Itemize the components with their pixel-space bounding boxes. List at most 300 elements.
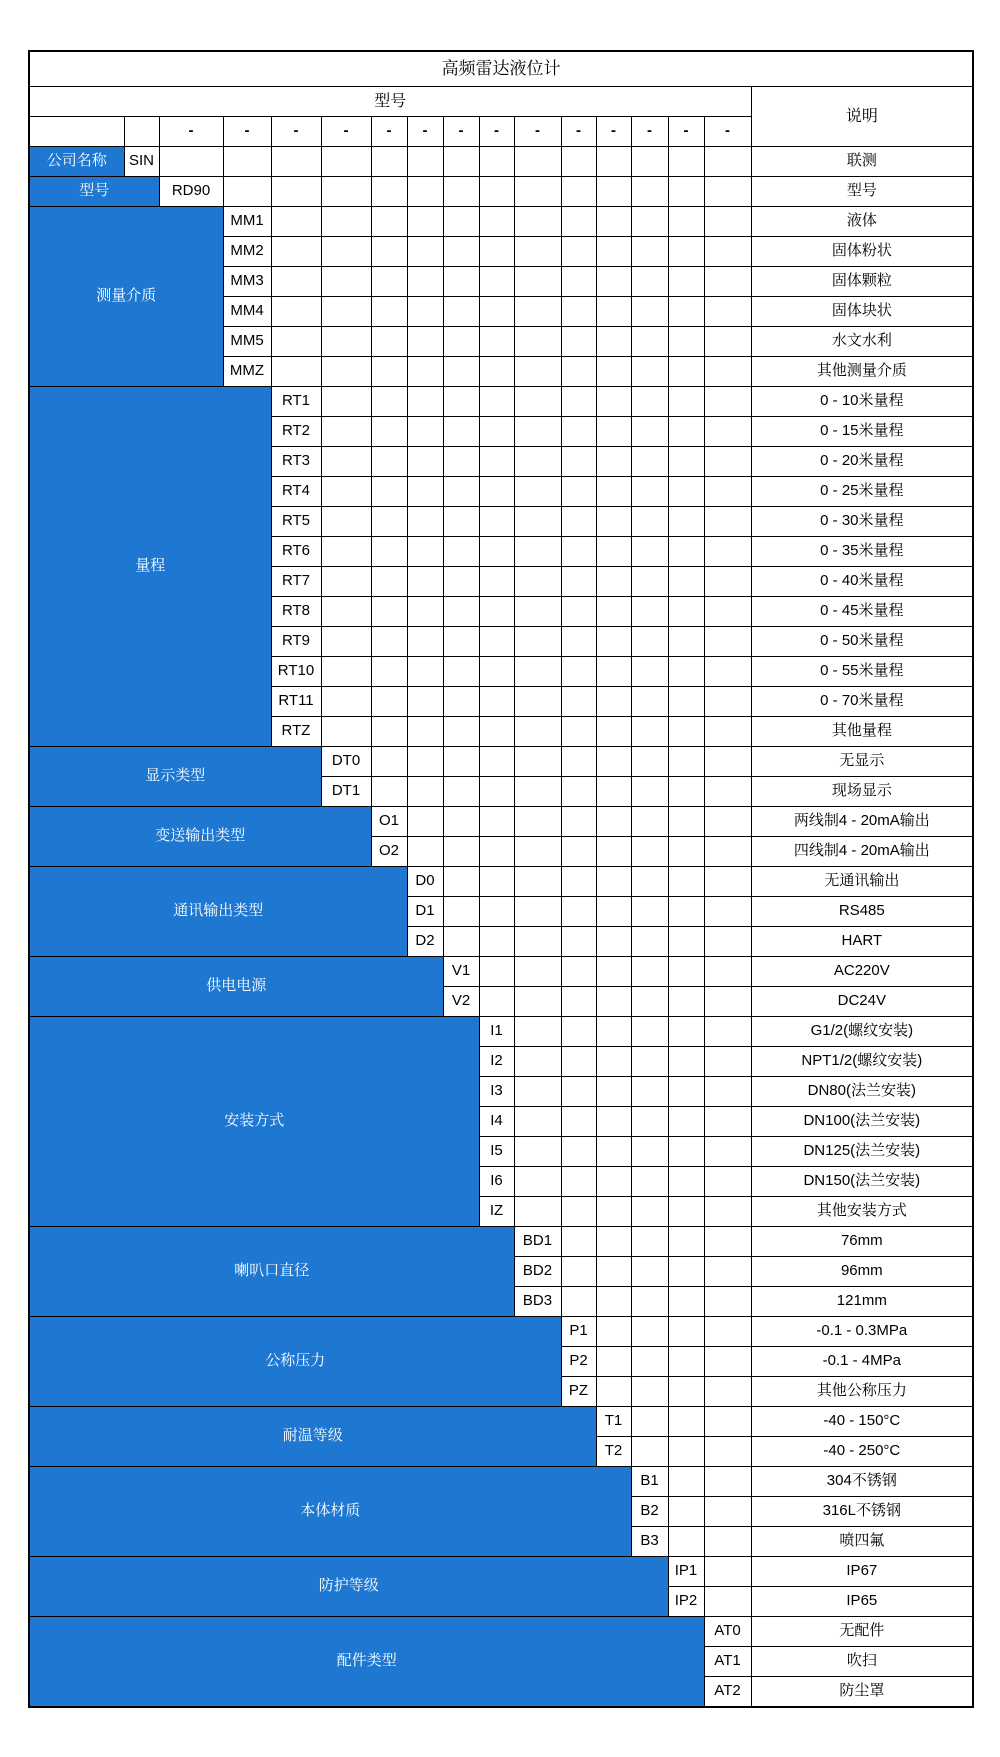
grid-cell xyxy=(479,717,514,747)
table-row xyxy=(29,147,973,177)
grid-cell xyxy=(514,507,561,537)
option-code: O1 xyxy=(371,807,407,837)
grid-cell xyxy=(371,447,407,477)
grid-cell xyxy=(704,867,751,897)
grid-cell xyxy=(668,417,704,447)
grid-cell xyxy=(479,477,514,507)
grid-cell xyxy=(631,327,668,357)
grid-cell xyxy=(443,897,479,927)
option-code: RT8 xyxy=(271,597,321,627)
grid-cell xyxy=(704,1347,751,1377)
option-code: RT6 xyxy=(271,537,321,567)
option-code: SIN xyxy=(124,147,159,177)
grid-cell xyxy=(631,1017,668,1047)
option-description: 无配件 xyxy=(751,1617,973,1647)
grid-cell xyxy=(561,267,596,297)
grid-cell xyxy=(321,267,371,297)
grid-cell xyxy=(321,447,371,477)
grid-cell xyxy=(704,687,751,717)
option-description: DN150(法兰安装) xyxy=(751,1167,973,1197)
option-code: RT3 xyxy=(271,447,321,477)
grid-cell xyxy=(561,927,596,957)
option-code: MMZ xyxy=(223,357,271,387)
grid-cell xyxy=(631,537,668,567)
grid-cell xyxy=(704,387,751,417)
grid-cell xyxy=(704,357,751,387)
grid-cell xyxy=(631,657,668,687)
grid-cell xyxy=(561,777,596,807)
separator-dash: - xyxy=(321,117,371,147)
grid-cell xyxy=(321,627,371,657)
table-row xyxy=(29,1017,973,1047)
option-description: 0 - 40米量程 xyxy=(751,567,973,597)
grid-cell xyxy=(704,1497,751,1527)
grid-cell xyxy=(561,687,596,717)
grid-cell xyxy=(443,867,479,897)
option-code: AT1 xyxy=(704,1647,751,1677)
grid-cell xyxy=(561,837,596,867)
grid-cell xyxy=(704,1287,751,1317)
grid-cell xyxy=(668,537,704,567)
separator-dash: - xyxy=(561,117,596,147)
option-code: IP2 xyxy=(668,1587,704,1617)
option-code: RT11 xyxy=(271,687,321,717)
grid-cell xyxy=(514,1077,561,1107)
grid-cell xyxy=(321,237,371,267)
grid-cell xyxy=(704,1407,751,1437)
option-code: RD90 xyxy=(159,177,223,207)
grid-cell xyxy=(407,687,443,717)
grid-cell xyxy=(479,357,514,387)
grid-cell xyxy=(596,327,631,357)
grid-cell xyxy=(479,237,514,267)
option-description: 121mm xyxy=(751,1287,973,1317)
grid-cell xyxy=(561,867,596,897)
grid-cell xyxy=(668,1287,704,1317)
separator-dash: - xyxy=(271,117,321,147)
option-code: PZ xyxy=(561,1377,596,1407)
grid-cell xyxy=(631,387,668,417)
grid-cell xyxy=(631,1257,668,1287)
grid-cell xyxy=(561,897,596,927)
option-code: T2 xyxy=(596,1437,631,1467)
grid-cell xyxy=(407,417,443,447)
grid-cell xyxy=(514,597,561,627)
grid-cell xyxy=(479,327,514,357)
grid-cell xyxy=(596,807,631,837)
grid-cell xyxy=(321,507,371,537)
option-description: 液体 xyxy=(751,207,973,237)
category-label: 防护等级 xyxy=(29,1557,668,1617)
grid-cell xyxy=(668,1227,704,1257)
grid-cell xyxy=(321,717,371,747)
option-description: IP67 xyxy=(751,1557,973,1587)
option-code: I2 xyxy=(479,1047,514,1077)
grid-cell xyxy=(631,1167,668,1197)
option-code: AT2 xyxy=(704,1677,751,1708)
grid-cell xyxy=(479,807,514,837)
option-code: D2 xyxy=(407,927,443,957)
option-description: 96mm xyxy=(751,1257,973,1287)
option-description: 型号 xyxy=(751,177,973,207)
grid-cell xyxy=(443,387,479,417)
grid-cell xyxy=(668,1407,704,1437)
grid-cell xyxy=(271,327,321,357)
grid-cell xyxy=(704,1377,751,1407)
grid-cell xyxy=(561,1047,596,1077)
grid-cell xyxy=(668,927,704,957)
grid-cell xyxy=(371,147,407,177)
separator-dash: - xyxy=(407,117,443,147)
option-code: IZ xyxy=(479,1197,514,1227)
option-description: DN80(法兰安装) xyxy=(751,1077,973,1107)
table-row xyxy=(29,867,973,897)
grid-cell xyxy=(596,447,631,477)
grid-cell xyxy=(514,207,561,237)
grid-cell xyxy=(443,807,479,837)
grid-cell xyxy=(371,387,407,417)
grid-cell xyxy=(407,387,443,417)
table-row xyxy=(29,387,973,417)
grid-cell xyxy=(479,447,514,477)
grid-cell xyxy=(704,627,751,657)
grid-cell xyxy=(271,237,321,267)
grid-cell xyxy=(514,327,561,357)
table-row xyxy=(29,177,973,207)
option-code: RT7 xyxy=(271,567,321,597)
grid-cell xyxy=(668,567,704,597)
category-label: 测量介质 xyxy=(29,207,223,387)
grid-cell xyxy=(561,147,596,177)
grid-cell xyxy=(514,1107,561,1137)
grid-cell xyxy=(407,267,443,297)
grid-cell xyxy=(561,627,596,657)
grid-cell xyxy=(407,837,443,867)
grid-cell xyxy=(443,297,479,327)
title-row xyxy=(29,51,973,87)
grid-cell xyxy=(321,567,371,597)
separator-dash: - xyxy=(371,117,407,147)
grid-cell xyxy=(596,1227,631,1257)
grid-cell xyxy=(514,927,561,957)
category-label: 通讯输出类型 xyxy=(29,867,407,957)
option-description: DN125(法兰安装) xyxy=(751,1137,973,1167)
grid-cell xyxy=(704,1467,751,1497)
grid-cell xyxy=(631,717,668,747)
grid-cell xyxy=(479,657,514,687)
grid-cell xyxy=(631,237,668,267)
grid-cell xyxy=(443,417,479,447)
grid-cell xyxy=(321,207,371,237)
grid-cell xyxy=(668,1197,704,1227)
grid-cell xyxy=(479,597,514,627)
grid-cell xyxy=(561,207,596,237)
grid-cell xyxy=(704,447,751,477)
grid-cell xyxy=(561,1257,596,1287)
grid-cell xyxy=(704,747,751,777)
grid-cell xyxy=(704,327,751,357)
grid-cell xyxy=(479,987,514,1017)
grid-cell xyxy=(321,297,371,327)
grid-cell xyxy=(321,687,371,717)
grid-cell xyxy=(704,1227,751,1257)
grid-cell xyxy=(479,537,514,567)
grid-cell xyxy=(321,537,371,567)
grid-cell xyxy=(561,1197,596,1227)
table-row xyxy=(29,207,973,237)
grid-cell xyxy=(223,147,271,177)
grid-cell xyxy=(371,717,407,747)
grid-cell xyxy=(561,507,596,537)
grid-cell xyxy=(514,747,561,777)
table-row xyxy=(29,1317,973,1347)
grid-cell xyxy=(704,297,751,327)
grid-cell xyxy=(479,777,514,807)
grid-cell xyxy=(321,417,371,447)
grid-cell xyxy=(668,177,704,207)
grid-cell xyxy=(668,627,704,657)
grid-cell xyxy=(561,1077,596,1107)
option-code: DT1 xyxy=(321,777,371,807)
grid-cell xyxy=(561,357,596,387)
grid-cell xyxy=(596,177,631,207)
grid-cell xyxy=(514,867,561,897)
grid-cell xyxy=(668,267,704,297)
grid-cell xyxy=(561,747,596,777)
category-label: 显示类型 xyxy=(29,747,321,807)
grid-cell xyxy=(596,1287,631,1317)
grid-cell xyxy=(407,237,443,267)
option-description: -40 - 150°C xyxy=(751,1407,973,1437)
option-description: 0 - 50米量程 xyxy=(751,627,973,657)
grid-cell xyxy=(668,1377,704,1407)
table-row xyxy=(29,1467,973,1497)
grid-cell xyxy=(321,327,371,357)
grid-cell xyxy=(704,207,751,237)
grid-cell xyxy=(596,477,631,507)
grid-cell xyxy=(407,177,443,207)
grid-cell xyxy=(407,597,443,627)
grid-cell xyxy=(668,957,704,987)
model-number-header: 型号 xyxy=(29,87,751,117)
grid-cell xyxy=(668,1047,704,1077)
grid-cell xyxy=(271,147,321,177)
option-code: P1 xyxy=(561,1317,596,1347)
grid-cell xyxy=(668,777,704,807)
grid-cell xyxy=(514,477,561,507)
grid-cell xyxy=(371,327,407,357)
option-code: MM3 xyxy=(223,267,271,297)
grid-cell xyxy=(321,597,371,627)
grid-cell xyxy=(631,1077,668,1107)
grid-cell xyxy=(479,267,514,297)
grid-cell xyxy=(514,537,561,567)
grid-cell xyxy=(668,1107,704,1137)
grid-cell xyxy=(443,147,479,177)
grid-cell xyxy=(443,507,479,537)
grid-cell xyxy=(407,477,443,507)
grid-cell xyxy=(668,147,704,177)
option-description: 76mm xyxy=(751,1227,973,1257)
grid-cell xyxy=(596,867,631,897)
grid-cell xyxy=(704,1557,751,1587)
grid-cell xyxy=(704,177,751,207)
grid-cell xyxy=(704,1317,751,1347)
grid-cell xyxy=(407,777,443,807)
option-description: 两线制4 - 20mA输出 xyxy=(751,807,973,837)
grid-cell xyxy=(596,1017,631,1047)
grid-cell xyxy=(596,387,631,417)
grid-cell xyxy=(704,1017,751,1047)
grid-cell xyxy=(561,537,596,567)
grid-cell xyxy=(631,1107,668,1137)
grid-cell xyxy=(159,147,223,177)
grid-cell xyxy=(596,507,631,537)
option-description: 0 - 10米量程 xyxy=(751,387,973,417)
grid-cell xyxy=(514,177,561,207)
category-label: 安装方式 xyxy=(29,1017,479,1227)
grid-cell xyxy=(321,387,371,417)
grid-cell xyxy=(668,897,704,927)
table-row xyxy=(29,1407,973,1437)
category-label: 公称压力 xyxy=(29,1317,561,1407)
grid-cell xyxy=(631,1137,668,1167)
grid-cell xyxy=(704,1197,751,1227)
grid-cell xyxy=(668,1077,704,1107)
grid-cell xyxy=(514,657,561,687)
grid-cell xyxy=(596,1047,631,1077)
grid-cell xyxy=(561,987,596,1017)
grid-cell xyxy=(704,1107,751,1137)
grid-cell xyxy=(514,357,561,387)
grid-cell xyxy=(321,177,371,207)
grid-cell xyxy=(704,537,751,567)
grid-cell xyxy=(596,1137,631,1167)
grid-cell xyxy=(704,1257,751,1287)
table-row xyxy=(29,1617,973,1647)
grid-cell xyxy=(514,147,561,177)
grid-cell xyxy=(479,897,514,927)
grid-cell xyxy=(479,627,514,657)
grid-cell xyxy=(371,597,407,627)
grid-cell xyxy=(704,807,751,837)
grid-cell xyxy=(371,357,407,387)
grid-cell xyxy=(668,1527,704,1557)
grid-cell xyxy=(479,387,514,417)
separator-dash: - xyxy=(704,117,751,147)
grid-cell xyxy=(271,357,321,387)
grid-cell xyxy=(443,327,479,357)
grid-cell xyxy=(596,1347,631,1377)
grid-cell xyxy=(443,657,479,687)
grid-cell xyxy=(631,837,668,867)
grid-cell xyxy=(668,1497,704,1527)
grid-cell xyxy=(514,1017,561,1047)
grid-cell xyxy=(704,897,751,927)
grid-cell xyxy=(668,237,704,267)
option-code: I4 xyxy=(479,1107,514,1137)
option-description: 其他公称压力 xyxy=(751,1377,973,1407)
option-description: 其他安装方式 xyxy=(751,1197,973,1227)
grid-cell xyxy=(407,807,443,837)
grid-cell xyxy=(479,687,514,717)
grid-cell xyxy=(371,567,407,597)
grid-cell xyxy=(596,987,631,1017)
option-description: NPT1/2(螺纹安装) xyxy=(751,1047,973,1077)
grid-cell xyxy=(561,1227,596,1257)
grid-cell xyxy=(514,957,561,987)
grid-cell xyxy=(704,777,751,807)
separator-dash: - xyxy=(223,117,271,147)
option-description: 固体颗粒 xyxy=(751,267,973,297)
grid-cell xyxy=(561,567,596,597)
grid-cell xyxy=(407,447,443,477)
option-code: B2 xyxy=(631,1497,668,1527)
option-description: 喷四氟 xyxy=(751,1527,973,1557)
category-label: 型号 xyxy=(29,177,159,207)
option-code: BD3 xyxy=(514,1287,561,1317)
grid-cell xyxy=(631,777,668,807)
grid-cell xyxy=(631,417,668,447)
grid-cell xyxy=(514,387,561,417)
grid-cell xyxy=(443,747,479,777)
table-row xyxy=(29,747,973,777)
grid-cell xyxy=(514,567,561,597)
grid-cell xyxy=(271,267,321,297)
grid-cell xyxy=(704,957,751,987)
grid-cell xyxy=(668,1467,704,1497)
grid-cell xyxy=(271,297,321,327)
grid-cell xyxy=(371,537,407,567)
grid-cell xyxy=(668,867,704,897)
option-description: -0.1 - 0.3MPa xyxy=(751,1317,973,1347)
grid-cell xyxy=(631,867,668,897)
grid-cell xyxy=(596,207,631,237)
grid-cell xyxy=(371,477,407,507)
grid-cell xyxy=(443,477,479,507)
grid-cell xyxy=(514,1197,561,1227)
grid-cell xyxy=(668,987,704,1017)
grid-cell xyxy=(561,417,596,447)
grid-cell xyxy=(371,777,407,807)
grid-cell xyxy=(514,837,561,867)
grid-cell xyxy=(443,567,479,597)
grid-cell xyxy=(631,1347,668,1377)
grid-cell xyxy=(407,357,443,387)
grid-cell xyxy=(479,177,514,207)
grid-cell xyxy=(407,567,443,597)
grid-cell xyxy=(443,447,479,477)
grid-cell xyxy=(668,747,704,777)
grid-cell xyxy=(561,237,596,267)
grid-cell xyxy=(271,207,321,237)
grid-cell xyxy=(321,357,371,387)
grid-cell xyxy=(596,747,631,777)
option-code: B3 xyxy=(631,1527,668,1557)
grid-cell xyxy=(596,957,631,987)
grid-cell xyxy=(443,837,479,867)
grid-cell xyxy=(668,357,704,387)
grid-cell xyxy=(704,267,751,297)
grid-cell xyxy=(596,597,631,627)
grid-cell xyxy=(631,357,668,387)
option-description: 水文水利 xyxy=(751,327,973,357)
option-description: 现场显示 xyxy=(751,777,973,807)
option-description: DC24V xyxy=(751,987,973,1017)
table-row xyxy=(29,957,973,987)
grid-cell xyxy=(561,177,596,207)
grid-cell xyxy=(479,507,514,537)
